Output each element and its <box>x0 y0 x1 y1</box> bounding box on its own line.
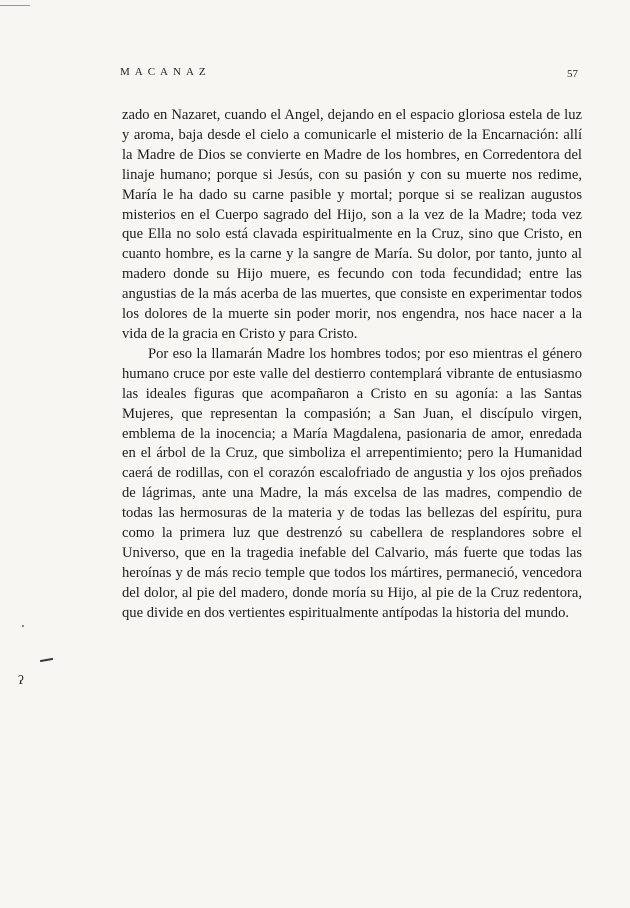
running-head: MACANAZ <box>120 66 211 78</box>
margin-dash-mark <box>40 658 53 662</box>
page-number: 57 <box>567 68 578 80</box>
paragraph-2: Por eso la llamarán Madre los hombres todos; por eso mientras el género humano cruce por este valle del destierro contemplará vibrante de entusiasmo las ideales figuras que acompañaron a Cristo en su agonía: a las Santas Mujeres, que representan la compasión; a San Juan, el discípulo virgen, emblema de la inocencia; a María Magdalena, pasionaria de amor, enredada en el árbol de la Cruz, que simboliza el arrepentimiento; pero la Humanidad caerá de rodillas, con el corazón escalofriado de angustia y los ojos preñados de lágrimas, ante una Madre, la más excelsa de las madres, compendio de todas las hermosuras de la materia y de todas las bellezas del espíritu, pura como la primera luz que destrenzó su cabellera de resplandores sobre el Universo, que en la tragedia inefable del Calvario, más fuerte que todas las heroínas y de más recio temple que todos los mártires, permaneció, vencedora del dolor, al pie del madero, donde moría su Hijo, al pie de la Cruz redentora, que divide en dos vertientes espiritualmente antípodas la historia del mundo. <box>122 345 582 621</box>
body-text <box>122 106 582 624</box>
page-header <box>120 66 590 84</box>
margin-hook-mark: ʔ <box>18 672 24 687</box>
paragraph-1: zado en Nazaret, cuando el Angel, dejando en el espacio gloriosa estela de luz y aroma, baja desde el cielo a comunicarle el misterio de la Encarnación: allí la Madre de Dios se convierte en Madre de los hombres, en Corredentora del linaje humano; porque si Jesús, con su pasión y con su muerte nos redime, María le ha dado su carne pasible y mortal; porque si se realizan augustos misterios en el Cuerpo sagrado del Hijo, son a la vez de la Madre; toda vez que Ella no solo está clavada espiritualmente en la Cruz, sino que Cristo, en cuanto hombre, es la carne y la sangre de María. Su dolor, por tanto, junto al madero donde su Hijo muere, es fecundo con toda fecundidad; entre las angustias de la más acerba de las muertes, que consiste en experimentar todos los dolores de la muerte sin poder morir, nos engendra, nos hace nacer a la vida de la gracia en Cristo y para Cristo. <box>122 107 582 342</box>
scan-edge-line <box>0 5 30 6</box>
margin-speck <box>22 625 24 627</box>
